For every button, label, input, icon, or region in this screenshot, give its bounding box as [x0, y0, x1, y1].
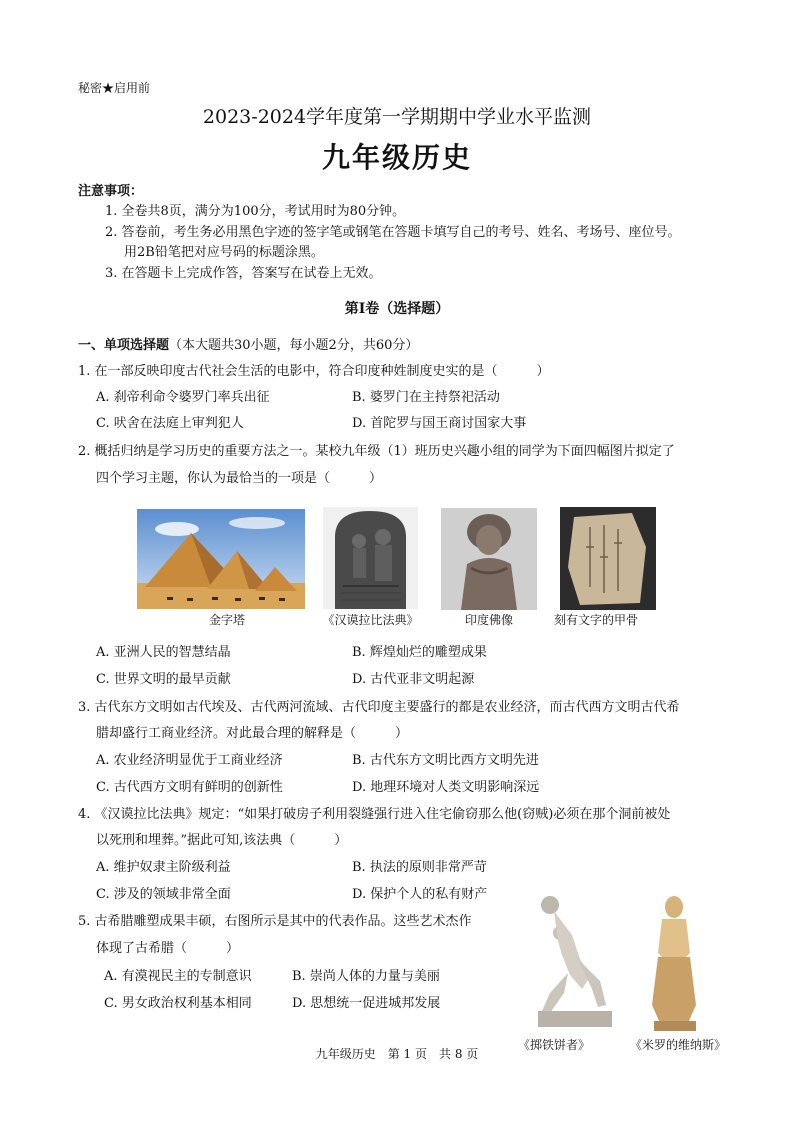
notice-item: 3. 在答题卡上完成作答，答案写在试卷上无效。 [105, 266, 382, 281]
q3-option-a: A. 农业经济明显优于工商业经济 [96, 753, 283, 768]
q5-option-a: A. 有漠视民主的专制意识 [104, 969, 252, 984]
notice-heading: 注意事项： [78, 184, 144, 199]
hammurabi-stele-image [323, 507, 418, 609]
pyramids-image [137, 509, 305, 609]
caption-pyramids: 金字塔 [208, 613, 245, 627]
venus-de-milo-image [638, 893, 710, 1033]
q4-stem-cont: 以死刑和埋葬。”据此可知,该法典（ ） [96, 833, 348, 848]
q5-option-c: C. 男女政治权利基本相同 [104, 996, 252, 1011]
caption-hammurabi: 《汉谟拉比法典》 [322, 613, 419, 627]
q5-stem-cont: 体现了古希腊（ ） [96, 941, 240, 956]
q3-stem-cont: 腊却盛行工商业经济。对此最合理的解释是（ ） [96, 726, 409, 741]
q3-option-d: D. 地理环境对人类文明影响深远 [352, 780, 540, 795]
q3-option-b: B. 古代东方文明比西方文明先进 [352, 753, 539, 768]
q3-stem: 3. 古代东方文明如古代埃及、古代两河流域、古代印度主要盛行的都是农业经济，而古代西方文明古代希 [78, 700, 680, 715]
q4-option-a: A. 维护奴隶主阶级利益 [96, 860, 231, 875]
q3-option-c: C. 古代西方文明有鲜明的创新性 [96, 780, 283, 795]
q1-option-b: B. 婆罗门在主持祭祀活动 [352, 390, 500, 405]
subject-title: 九年级历史 [321, 141, 472, 174]
caption-discobolus: 《掷铁饼者》 [517, 1038, 590, 1052]
part-heading-rest: （本大题共30小题，每小题2分，共60分） [169, 338, 419, 353]
q2-option-a: A. 亚洲人民的智慧结晶 [96, 645, 231, 660]
exam-title: 2023-2024学年度第一学期期中学业水平监测 [202, 106, 592, 128]
caption-oracle-bone: 刻有文字的甲骨 [553, 613, 638, 627]
page-footer: 九年级历史 第 1 页 共 8 页 [315, 1047, 479, 1061]
q4-option-d: D. 保护个人的私有财产 [352, 887, 488, 902]
q2-stem-cont: 四个学习主题，你认为最恰当的一项是（ ） [96, 471, 383, 486]
caption-buddha: 印度佛像 [464, 613, 513, 627]
notice-item: 用2B铅笔把对应号码的标题涂黑。 [124, 245, 324, 260]
q1-option-a: A. 刹帝利命令婆罗门率兵出征 [96, 390, 270, 405]
caption-venus: 《米罗的维纳斯》 [629, 1038, 726, 1052]
part-heading [78, 337, 418, 355]
q1-option-c: C. 吠舍在法庭上审判犯人 [96, 416, 244, 431]
q5-option-d: D. 思想统一促进城邦发展 [292, 996, 441, 1011]
q4-option-c: C. 涉及的领域非常全面 [96, 887, 231, 902]
q1-option-d: D. 首陀罗与国王商讨国家大事 [352, 416, 527, 431]
q5-option-b: B. 崇尚人体的力量与美丽 [292, 969, 440, 984]
q2-stem: 2. 概括归纳是学习历史的重要方法之一。某校九年级（1）班历史兴趣小组的同学为下面四幅图片拟定了 [78, 444, 675, 459]
q4-stem: 4. 《汉谟拉比法典》规定：“如果打破房子利用裂缝强行进入住宅偷窃那么他(窃贼)必须在那个洞前被处 [78, 807, 671, 822]
q5-stem: 5. 古希腊雕塑成果丰硕，右图所示是其中的代表作品。这些艺术杰作 [78, 914, 472, 929]
discobolus-statue-image [520, 893, 620, 1033]
confidential-label: 秘密★启用前 [78, 81, 151, 95]
q2-option-d: D. 古代亚非文明起源 [352, 672, 475, 687]
q4-option-b: B. 执法的原则非常严苛 [352, 860, 487, 875]
notice-item: 1. 全卷共8页，满分为100分，考试用时为80分钟。 [105, 204, 406, 219]
notice-item: 2. 答卷前，考生务必用黑色字迹的签字笔或钢笔在答题卡填写自己的考号、姓名、考场号、座位号。 [105, 225, 681, 240]
oracle-bone-image [560, 507, 656, 610]
indian-buddha-image [441, 508, 537, 610]
q2-option-c: C. 世界文明的最早贡献 [96, 672, 231, 687]
q2-option-b: B. 辉煌灿烂的雕塑成果 [352, 645, 487, 660]
part-heading-bold: 一、单项选择题 [78, 338, 170, 353]
section-title: 第Ⅰ卷（选择题） [344, 301, 450, 317]
q1-stem: 1. 在一部反映印度古代社会生活的电影中，符合印度种姓制度史实的是（ ） [78, 364, 550, 379]
